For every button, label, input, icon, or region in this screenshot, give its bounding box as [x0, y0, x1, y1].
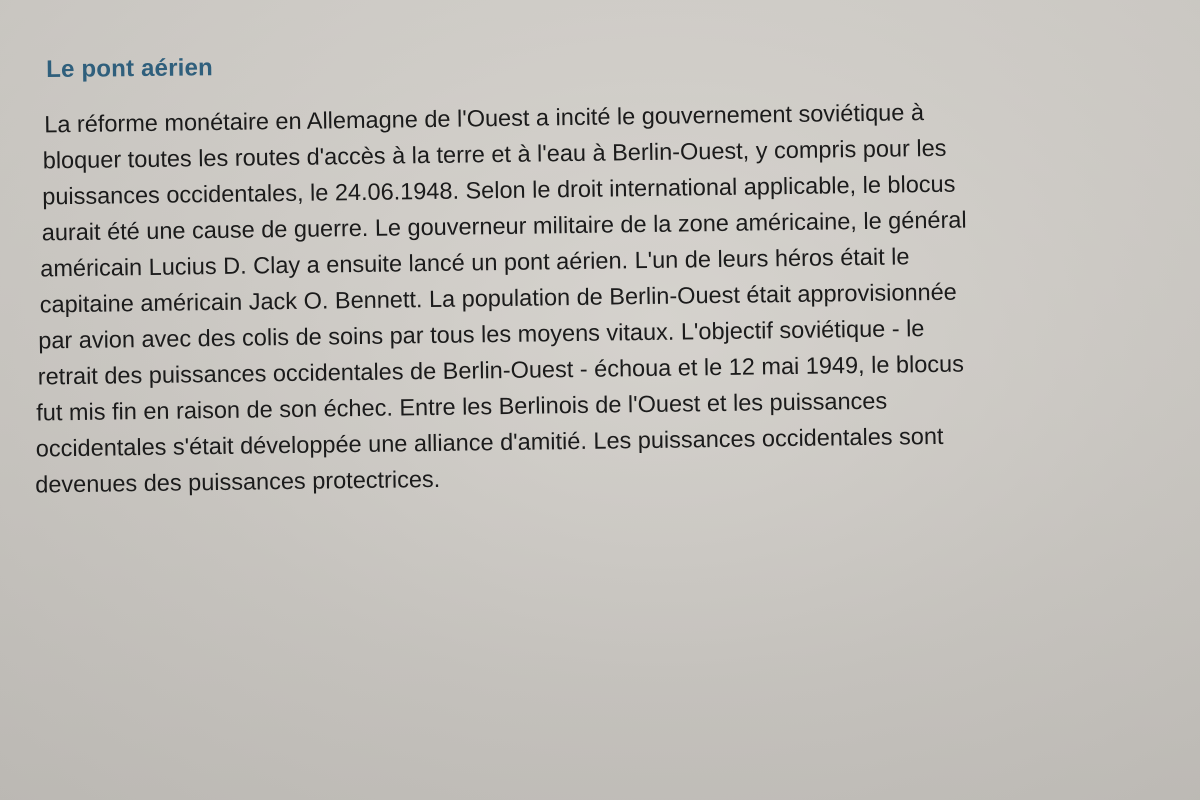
text-line-8: retrait des puissances occidentales de Berlin-Ouest - échoua et le 12 mai 1949, le blocus [37, 350, 965, 390]
text-line-9: fut mis fin en raison de son échec. Entre les Berlinois de l'Ouest et les puissances [36, 387, 888, 426]
text-line-1: La réforme monétaire en Allemagne de l'Ouest a incité le gouvernement soviétique à [44, 99, 925, 138]
text-line-11: devenues des puissances protectrices. [35, 465, 441, 498]
text-line-2: bloquer toutes les routes d'accès à la terre et à l'eau à Berlin-Ouest, y compris pour les [42, 134, 947, 174]
text-line-5: américain Lucius D. Clay a ensuite lancé un pont aérien. L'un de leurs héros était le [40, 243, 910, 282]
placard-heading: Le pont aérien [46, 54, 214, 83]
text-line-10: occidentales s'était développée une alliance d'amitié. Les puissances occidentales sont [35, 422, 944, 462]
text-line-6: capitaine américain Jack O. Bennett. La population de Berlin-Ouest était approvisionnée [39, 278, 957, 318]
placard-body [0, 89, 1200, 498]
text-line-7: par avion avec des colis de soins par tous les moyens vitaux. L'objectif soviétique - le [38, 315, 925, 354]
text-line-4: aurait été une cause de guerre. Le gouverneur militaire de la zone américaine, le général [41, 206, 967, 246]
text-line-3: puissances occidentales, le 24.06.1948. Selon le droit international applicable, le blocus [42, 170, 956, 210]
